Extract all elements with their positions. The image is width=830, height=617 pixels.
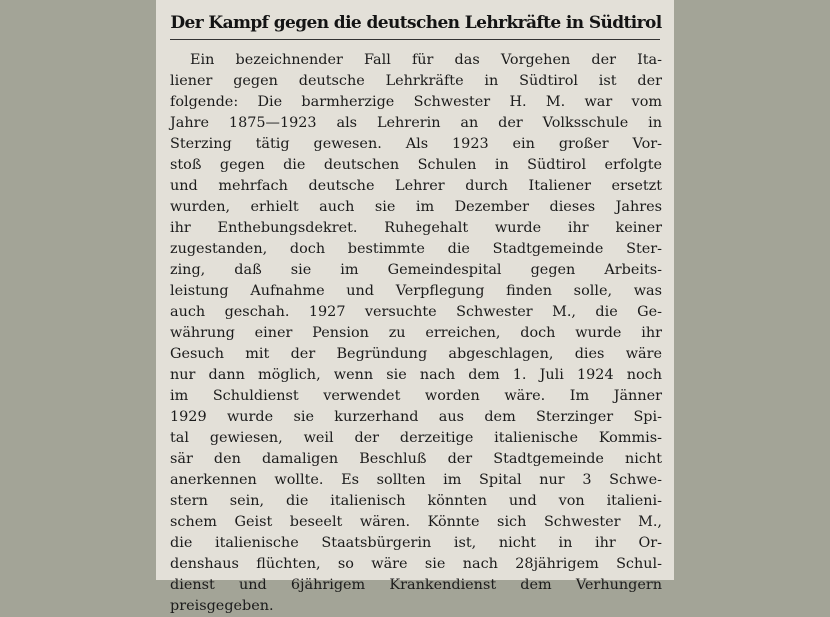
newspaper-clipping: [156, 0, 674, 614]
body-line: auch geschah. 1927 versuchte Schwester M., die Ge-: [170, 304, 662, 320]
body-line: preisgegeben.: [170, 598, 274, 614]
body-line: folgende: Die barmherzige Schwester H. M. war vom: [170, 94, 662, 110]
body-line: die italienische Staatsbürgerin ist, nicht in ihr Or-: [170, 535, 662, 551]
body-line: Gesuch mit der Begründung abgeschlagen, dies wäre: [170, 346, 662, 362]
body-line: anerkennen wollte. Es sollten im Spital nur 3 Schwe-: [170, 472, 662, 488]
body-line: sär den damaligen Beschluß der Stadtgemeinde nicht: [170, 451, 662, 467]
body-line: nur dann möglich, wenn sie nach dem 1. Juli 1924 noch: [170, 367, 662, 383]
body-line: Jahre 1875—1923 als Lehrerin an der Volksschule in: [170, 115, 662, 131]
body-line: Ein bezeichnender Fall für das Vorgehen der Ita-: [190, 52, 662, 68]
body-line: dienst und 6jährigem Krankendienst dem Verhungern: [170, 577, 662, 593]
body-line: im Schuldienst verwendet worden wäre. Im Jänner: [170, 388, 662, 404]
body-line: und mehrfach deutsche Lehrer durch Italiener ersetzt: [170, 178, 662, 194]
body-line: liener gegen deutsche Lehrkräfte in Südtirol ist der: [170, 73, 662, 89]
body-line: zing, daß sie im Gemeindespital gegen Arbeits-: [170, 262, 662, 278]
body-line: ihr Enthebungsdekret. Ruhegehalt wurde ihr keiner: [170, 220, 662, 236]
body-line: stoß gegen die deutschen Schulen in Südtirol erfolgte: [170, 157, 662, 173]
body-line: wurden, erhielt auch sie im Dezember dieses Jahres: [170, 199, 662, 215]
body-line: zugestanden, doch bestimmte die Stadtgemeinde Ster-: [170, 241, 662, 257]
article-body: [170, 50, 662, 617]
body-line: 1929 wurde sie kurzerhand aus dem Sterzinger Spi-: [170, 409, 662, 425]
body-line: stern sein, die italienisch könnten und von italieni-: [170, 493, 662, 509]
body-line: denshaus flüchten, so wäre sie nach 28jährigem Schul-: [170, 556, 662, 572]
body-line: währung einer Pension zu erreichen, doch wurde ihr: [170, 325, 662, 341]
body-line: leistung Aufnahme und Verpflegung finden solle, was: [170, 283, 662, 299]
title-rule: [170, 39, 660, 40]
body-line: Sterzing tätig gewesen. Als 1923 ein großer Vor-: [170, 136, 662, 152]
body-line: schem Geist beseelt wären. Könnte sich Schwester M.,: [170, 514, 662, 530]
body-line: tal gewiesen, weil der derzeitige italienische Kommis-: [170, 430, 662, 446]
article-title: Der Kampf gegen die deutschen Lehrkräfte in Südtirol: [170, 13, 662, 33]
